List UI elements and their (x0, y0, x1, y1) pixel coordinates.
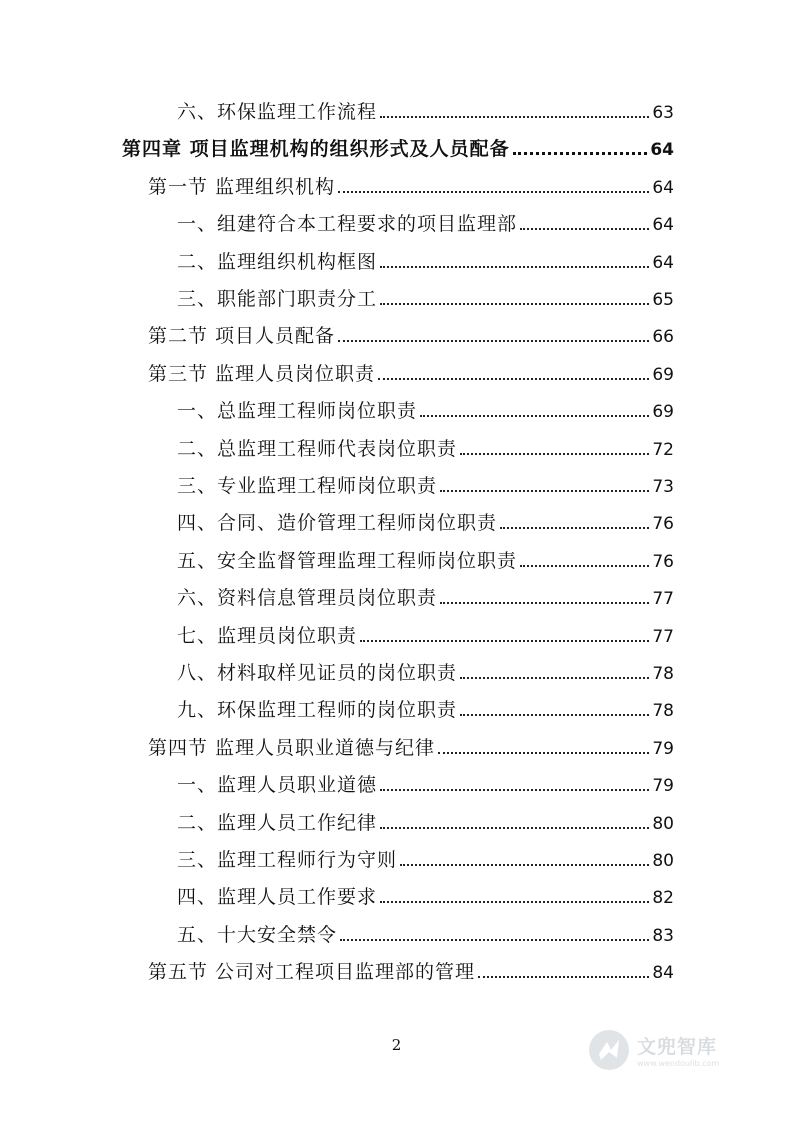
toc-dot-leader (380, 303, 649, 305)
toc-entry-title: 六、资料信息管理员岗位职责 (177, 587, 438, 610)
toc-dot-leader (380, 266, 649, 268)
toc-entry-title: 二、监理人员工作纪律 (177, 811, 378, 834)
toc-entry[interactable] (148, 960, 674, 985)
toc-entry[interactable] (177, 287, 674, 312)
toc-entry-page: 77 (652, 626, 674, 647)
toc-entry-page: 79 (652, 776, 674, 797)
toc-entry-title: 第四节 监理人员职业道德与纪律 (148, 736, 436, 759)
toc-entry-page: 78 (652, 701, 674, 722)
toc-entry[interactable] (177, 923, 674, 948)
toc-entry-page: 63 (652, 103, 674, 123)
toc-entry[interactable] (177, 549, 674, 574)
toc-entry[interactable] (177, 250, 674, 275)
toc-entry[interactable] (177, 586, 674, 611)
toc-entry[interactable] (177, 661, 674, 686)
toc-entry-title: 一、总监理工程师岗位职责 (177, 400, 418, 423)
toc-entry-title: 八、材料取样见证员的岗位职责 (177, 662, 458, 684)
watermark (587, 1020, 757, 1080)
toc-dot-leader (380, 116, 649, 118)
toc-dot-leader (380, 827, 649, 829)
toc-dot-leader (440, 490, 649, 492)
toc-entry-page: 76 (652, 514, 674, 535)
toc-entry-page: 79 (652, 738, 674, 759)
watermark-name: 文兜智库 (637, 1036, 718, 1058)
toc-entry-title: 四、合同、造价管理工程师岗位职责 (177, 512, 498, 535)
toc-entry-title: 一、监理人员职业道德 (177, 774, 378, 797)
toc-entry-title: 三、职能部门职责分工 (177, 288, 378, 310)
logo-icon (587, 1028, 631, 1072)
toc-entry-title: 三、监理工程师行为守则 (177, 849, 398, 871)
toc-entry-page: 66 (652, 327, 674, 348)
toc-dot-leader (338, 340, 649, 342)
toc-dot-leader (460, 677, 649, 679)
toc-entry-title: 三、专业监理工程师岗位职责 (177, 475, 438, 497)
toc-entry-page: 84 (652, 963, 674, 984)
toc-entry-page: 69 (652, 364, 674, 385)
toc-entry-page: 64 (652, 177, 674, 198)
toc-dot-leader (513, 152, 648, 155)
toc-entry-page: 76 (652, 551, 674, 572)
toc-entry-page: 80 (652, 851, 674, 871)
page-number: 2 (391, 1036, 402, 1054)
toc-entry-title: 六、环保监理工作流程 (177, 101, 378, 123)
toc-entry-page: 77 (652, 589, 674, 610)
toc-entry[interactable] (148, 736, 674, 761)
toc-dot-leader (338, 191, 649, 193)
toc-entry-title: 第二节 项目人员配备 (148, 325, 336, 348)
toc-dot-leader (380, 789, 649, 791)
toc-entry[interactable] (177, 399, 674, 424)
toc-dot-leader (378, 378, 649, 380)
toc-entry-page: 83 (652, 925, 674, 946)
toc-dot-leader (360, 640, 649, 642)
toc-entry-page: 64 (650, 140, 674, 161)
toc-entry[interactable] (177, 885, 674, 910)
toc-entry-page: 73 (652, 477, 674, 497)
toc-dot-leader (340, 939, 649, 941)
toc-entry-title: 第五节 公司对工程项目监理部的管理 (148, 961, 476, 984)
toc-entry-title: 四、监理人员工作要求 (177, 886, 378, 909)
toc-entry[interactable] (177, 848, 674, 873)
toc-entry-page: 82 (652, 888, 674, 909)
toc-entry-page: 64 (652, 252, 674, 273)
toc-entry[interactable] (148, 175, 674, 200)
toc-entry-title: 七、监理员岗位职责 (177, 624, 358, 647)
toc-entry-page: 78 (652, 664, 674, 684)
toc-dot-leader (478, 976, 649, 978)
toc-entry-page: 65 (652, 290, 674, 310)
toc-entry-page: 64 (652, 215, 674, 236)
toc-entry-title: 第一节 监理组织机构 (148, 175, 336, 198)
toc-entry-page: 72 (652, 439, 674, 460)
toc-entry[interactable] (177, 212, 674, 237)
toc-entry[interactable] (177, 511, 674, 536)
toc-entry[interactable] (148, 324, 674, 349)
toc-entry[interactable] (177, 811, 674, 836)
toc-dot-leader (438, 752, 649, 754)
toc-dot-leader (440, 602, 649, 604)
toc-entry-title: 二、总监理工程师代表岗位职责 (177, 437, 458, 460)
toc-entry[interactable] (177, 100, 674, 125)
toc-entry[interactable] (148, 362, 674, 387)
toc-entry[interactable] (177, 698, 674, 723)
toc-dot-leader (420, 415, 649, 417)
toc-dot-leader (460, 453, 649, 455)
toc-entry[interactable] (177, 773, 674, 798)
toc-entry-title: 第三节 监理人员岗位职责 (148, 362, 376, 385)
toc-entry[interactable] (177, 474, 674, 499)
toc-entry-title: 五、十大安全禁令 (177, 923, 338, 946)
toc-entry-title: 第四章 项目监理机构的组织形式及人员配备 (122, 138, 510, 161)
toc-entry[interactable] (122, 137, 674, 162)
toc-dot-leader (520, 228, 649, 230)
toc-entry-page: 80 (652, 813, 674, 834)
toc-entry[interactable] (177, 437, 674, 462)
toc-entry-title: 一、组建符合本工程要求的项目监理部 (177, 213, 518, 236)
toc-entry-title: 二、监理组织机构框图 (177, 250, 378, 273)
toc-entry-page: 69 (652, 402, 674, 423)
toc-dot-leader (520, 565, 649, 567)
toc-entry[interactable] (177, 624, 674, 649)
toc-dot-leader (380, 901, 649, 903)
toc-dot-leader (460, 714, 649, 716)
toc-entry-title: 九、环保监理工程师的岗位职责 (177, 699, 458, 722)
toc-dot-leader (500, 527, 649, 529)
toc-dot-leader (400, 864, 649, 866)
toc-entry-title: 五、安全监督管理监理工程师岗位职责 (177, 549, 518, 572)
watermark-url: www.wendoulib.com (637, 1059, 720, 1068)
